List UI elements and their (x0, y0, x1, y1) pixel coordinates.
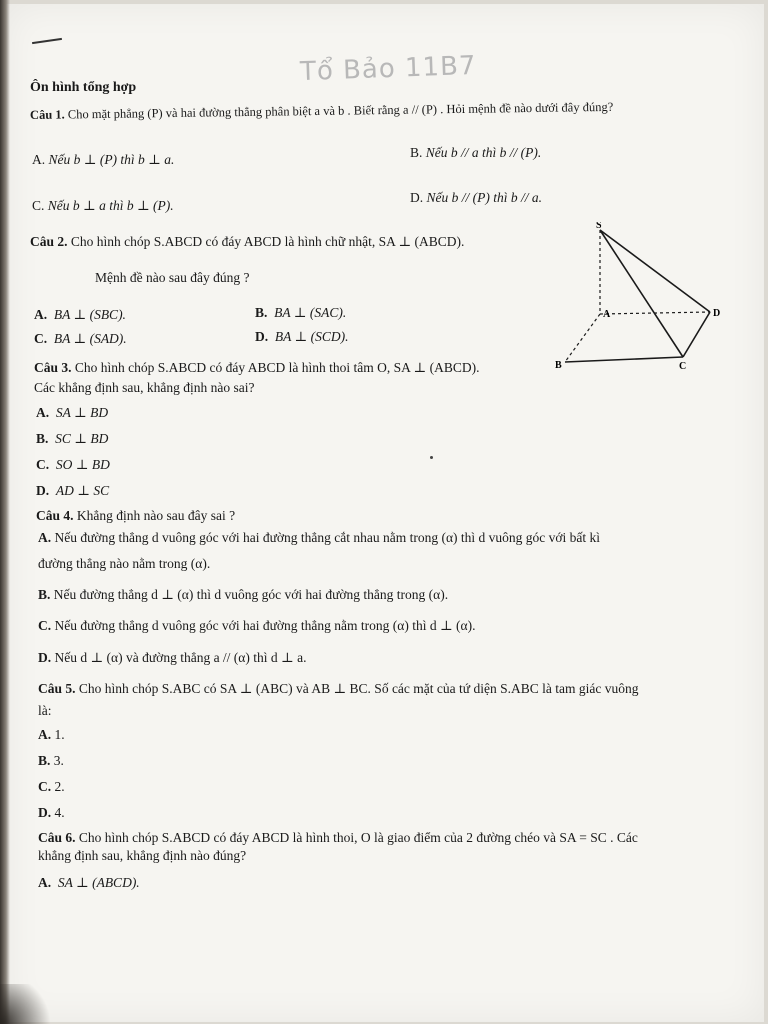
option-key: D. (410, 190, 424, 205)
q5-option-c (38, 779, 65, 795)
option-text: 1. (54, 727, 65, 742)
option-key: C. (34, 331, 48, 346)
option-key: D. (255, 329, 269, 344)
option-text: BA ⊥ (SAC). (274, 305, 347, 320)
option-text: Nếu b // a thì b // (P). (425, 145, 542, 160)
option-text: AD ⊥ SC (55, 483, 110, 498)
option-key: C. (38, 779, 52, 794)
option-key: B. (36, 431, 49, 446)
question-6-text2: khẳng định sau, khẳng định nào đúng? (38, 848, 247, 863)
page-shadow-edge (0, 0, 10, 1024)
q6-option-a (38, 875, 140, 891)
option-text: Nếu đường thẳng d ⊥ (α) thì d vuông góc với hai đường thẳng trong (α). (53, 587, 449, 602)
question-5 (38, 681, 638, 697)
question-3-text2: Các khẳng định sau, khẳng định nào sai? (34, 380, 255, 395)
q2-option-d (255, 329, 348, 345)
question-label: Câu 2. (30, 234, 68, 249)
option-text: 3. (53, 753, 64, 768)
option-text: SO ⊥ BD (55, 457, 110, 472)
question-text: Cho hình chóp S.ABCD có đáy ABCD là hình thoi tâm O, SA ⊥ (ABCD). (74, 360, 480, 375)
option-key: D. (36, 483, 50, 498)
question-label: Câu 5. (38, 681, 76, 696)
question-2-prompt: Mệnh đề nào sau đây đúng ? (95, 270, 250, 285)
option-text: BA ⊥ (SAD). (53, 331, 127, 346)
question-3 (34, 360, 479, 376)
q4-option-a (38, 530, 600, 546)
q5-option-d (38, 805, 65, 821)
option-key: A. (38, 727, 52, 742)
option-text: SA ⊥ (ABCD). (57, 875, 140, 890)
edge-ab (565, 314, 600, 362)
q4-option-a-continued: đường thẳng nào nằm trong (α). (38, 556, 211, 571)
edge-cd (683, 312, 710, 357)
question-label: Câu 4. (36, 508, 74, 523)
option-key: A. (38, 530, 52, 545)
option-text: BA ⊥ (SBC). (53, 307, 126, 322)
q1-option-b (410, 145, 541, 161)
question-5-text2: là: (38, 703, 52, 718)
question-text: Khẳng định nào sau đây sai ? (76, 508, 236, 523)
option-text: Nếu b ⊥ (P) thì b ⊥ a. (48, 152, 175, 167)
vertex-a: A (603, 309, 611, 320)
pyramid-figure (555, 222, 745, 382)
question-label: Câu 1. (29, 107, 65, 122)
option-text: 4. (54, 805, 65, 820)
edge-sc (600, 230, 683, 357)
option-text: 2. (54, 779, 65, 794)
option-key: A. (36, 405, 50, 420)
q4-option-c (38, 618, 475, 634)
q3-option-a (36, 405, 108, 421)
q3-option-c (36, 457, 110, 473)
q1-option-c (32, 198, 174, 214)
option-key: C. (36, 457, 50, 472)
q4-option-d (38, 650, 306, 666)
vertex-c: C (679, 361, 687, 372)
option-text: BA ⊥ (SCD). (274, 329, 349, 344)
q1-option-a (32, 152, 174, 168)
worksheet-title: Ôn hình tổng hợp (30, 80, 137, 95)
question-2 (30, 234, 464, 250)
option-text: Nếu đường thẳng d vuông góc với hai đường thẳng nằm trong (α) thì d ⊥ (α). (54, 618, 476, 633)
option-key: A. (38, 875, 52, 890)
question-text: Cho hình chóp S.ABCD có đáy ABCD là hình thoi, O là giao điểm của 2 đường chéo và SA = SC . Các (78, 830, 638, 845)
option-text: Nếu đường thẳng d vuông góc với hai đường thẳng cắt nhau nằm trong (α) thì d vuông góc với bất kì (54, 530, 601, 545)
option-text: Nếu d ⊥ (α) và đường thẳng a // (α) thì d ⊥ a. (54, 650, 307, 665)
vertex-b: B (555, 360, 562, 371)
q3-option-b (36, 431, 108, 447)
option-key: B. (255, 305, 268, 320)
question-6 (38, 830, 638, 846)
question-label: Câu 3. (34, 360, 72, 375)
q1-option-d (410, 190, 542, 206)
q2-option-b (255, 305, 346, 321)
option-key: B. (38, 587, 51, 602)
option-key: A. (34, 307, 48, 322)
question-4 (36, 508, 235, 524)
option-key: D. (38, 650, 52, 665)
option-key: D. (38, 805, 52, 820)
option-text: SC ⊥ BD (55, 431, 109, 446)
q3-option-d (36, 483, 109, 499)
question-text: Cho mặt phẳng (P) và hai đường thẳng phân biệt a và b . Biết rằng a // (P) . Hỏi mệnh đề nào dưới đây đúng? (67, 99, 614, 122)
option-text: Nếu b // (P) thì b // a. (426, 190, 542, 205)
edge-bc (565, 357, 683, 362)
q2-option-a (34, 307, 126, 323)
q5-option-b (38, 753, 64, 769)
option-key: B. (38, 753, 51, 768)
handwritten-note: Tổ Bảo 11B7 (299, 50, 477, 88)
q2-option-c (34, 331, 127, 347)
vertex-d: D (713, 308, 721, 319)
q4-option-b (38, 587, 448, 603)
option-key: B. (410, 145, 423, 160)
option-key: C. (32, 198, 45, 213)
page-corner-shadow (0, 984, 60, 1024)
option-text: SA ⊥ BD (55, 405, 109, 420)
edge-sd (600, 230, 710, 312)
option-key: A. (32, 152, 46, 167)
option-text: Nếu b ⊥ a thì b ⊥ (P). (47, 198, 174, 213)
q5-option-a (38, 727, 65, 743)
ink-dot (430, 456, 433, 459)
question-label: Câu 6. (38, 830, 76, 845)
question-text: Cho hình chóp S.ABC có SA ⊥ (ABC) và AB ⊥ BC. Số các mặt của tứ diện S.ABC là tam giác vuông (78, 681, 639, 696)
vertex-s: S (596, 222, 602, 231)
question-text: Cho hình chóp S.ABCD có đáy ABCD là hình chữ nhật, SA ⊥ (ABCD). (70, 234, 465, 249)
option-key: C. (38, 618, 52, 633)
